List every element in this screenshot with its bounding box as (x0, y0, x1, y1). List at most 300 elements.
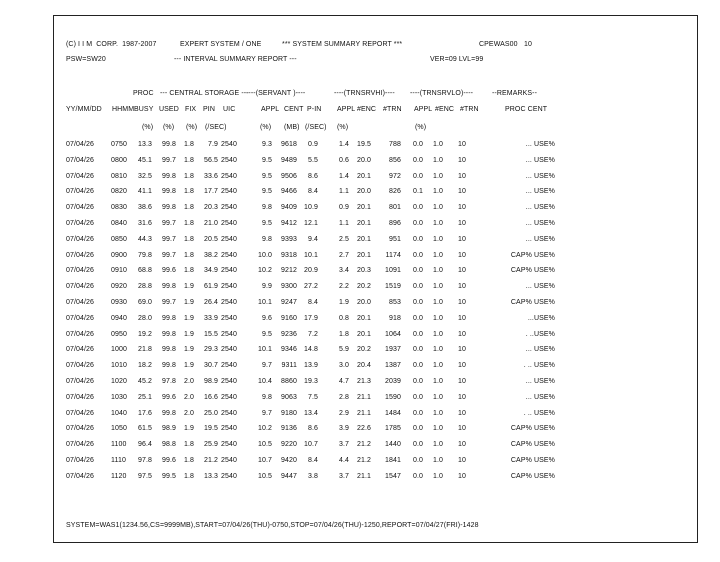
cell-uic: 2540 (221, 457, 237, 464)
cell-used: 99.7 (161, 252, 176, 259)
unit-used: (%) (163, 124, 175, 131)
cell-remarks: CAP% USE% (510, 425, 555, 432)
cell-busy: 13.3 (137, 141, 152, 148)
cell-used: 99.7 (161, 157, 176, 164)
cell-trnsrvlo-appl: 0.0 (412, 220, 423, 227)
cell-trnsrvhi-trn: 951 (389, 236, 401, 243)
cell-servant-cent: 9447 (281, 473, 297, 480)
cell-trnsrvhi-appl: 5.9 (338, 346, 349, 353)
cell-servant-pin: 13.9 (303, 362, 318, 369)
cell-servant-appl: 9.8 (261, 394, 272, 401)
cell-remarks: ... USE% (525, 220, 555, 227)
cell-hhmm: 0800 (111, 157, 127, 164)
cell-remarks: ... USE% (525, 236, 555, 243)
cell-fix: 2.0 (183, 378, 194, 385)
cell-date: 07/04/26 (66, 346, 95, 353)
cell-pin: 29.3 (203, 346, 218, 353)
cell-used: 99.8 (161, 362, 176, 369)
cell-remarks: ... USE% (525, 157, 555, 164)
cell-servant-cent: 8860 (281, 378, 297, 385)
cell-servant-appl: 10.5 (257, 441, 272, 448)
cell-fix: 1.8 (183, 473, 194, 480)
cell-uic: 2540 (221, 236, 237, 243)
cell-uic: 2540 (221, 410, 237, 417)
cell-pin: 13.3 (203, 473, 218, 480)
cell-used: 99.8 (161, 410, 176, 417)
cell-uic: 2540 (221, 441, 237, 448)
cell-servant-appl: 10.2 (257, 425, 272, 432)
cell-used: 99.6 (161, 267, 176, 274)
cell-pin: 20.5 (203, 236, 218, 243)
cell-trnsrvlo-enc: 1.0 (432, 362, 443, 369)
cell-trnsrvhi-enc: 21.3 (356, 378, 371, 385)
cell-trnsrvhi-enc: 20.1 (356, 252, 371, 259)
cell-hhmm: 0920 (111, 283, 127, 290)
cell-trnsrvlo-appl: 0.0 (412, 378, 423, 385)
cell-trnsrvlo-trn: 10 (458, 378, 466, 385)
report-subtitle: --- INTERVAL SUMMARY REPORT --- (174, 56, 297, 63)
cell-used: 99.8 (161, 331, 176, 338)
cell-trnsrvhi-appl: 3.9 (338, 425, 349, 432)
cell-trnsrvlo-trn: 10 (458, 283, 466, 290)
cell-hhmm: 0910 (111, 267, 127, 274)
cell-trnsrvhi-appl: 2.2 (338, 283, 349, 290)
cell-servant-appl: 10.0 (257, 252, 272, 259)
cell-trnsrvhi-trn: 826 (389, 188, 401, 195)
cell-trnsrvlo-appl: 0.0 (412, 315, 423, 322)
cell-servant-appl: 9.6 (261, 315, 272, 322)
cell-trnsrvhi-enc: 20.0 (356, 188, 371, 195)
cell-uic: 2540 (221, 299, 237, 306)
cell-trnsrvhi-enc: 20.1 (356, 236, 371, 243)
cell-servant-cent: 9311 (281, 362, 297, 369)
cell-servant-pin: 7.2 (307, 331, 318, 338)
cell-trnsrvlo-trn: 10 (458, 267, 466, 274)
cell-trnsrvhi-appl: 2.5 (338, 236, 349, 243)
cell-trnsrvhi-trn: 1937 (385, 346, 401, 353)
cell-servant-pin: 14.8 (303, 346, 318, 353)
cell-trnsrvlo-appl: 0.0 (412, 141, 423, 148)
cell-trnsrvlo-appl: 0.0 (412, 346, 423, 353)
cell-trnsrvhi-appl: 0.9 (338, 204, 349, 211)
cell-date: 07/04/26 (66, 141, 95, 148)
cell-trnsrvhi-trn: 2039 (385, 378, 401, 385)
unit-trnsrvhi-appl: (%) (337, 124, 349, 131)
cell-trnsrvhi-trn: 1841 (385, 457, 401, 464)
cell-date: 07/04/26 (66, 188, 95, 195)
cell-busy: 31.6 (137, 220, 152, 227)
cell-trnsrvlo-appl: 0.0 (412, 410, 423, 417)
cell-trnsrvlo-appl: 0.0 (412, 441, 423, 448)
cell-trnsrvhi-enc: 21.1 (356, 473, 371, 480)
cell-hhmm: 0810 (111, 173, 127, 180)
cell-trnsrvlo-trn: 10 (458, 141, 466, 148)
cell-trnsrvhi-enc: 20.0 (356, 157, 371, 164)
page-number: 10 (524, 41, 532, 48)
col-header-pin: PIN (203, 106, 215, 113)
cell-remarks: ... USE% (525, 346, 555, 353)
cell-trnsrvhi-enc: 20.1 (356, 173, 371, 180)
cell-servant-appl: 9.7 (261, 410, 272, 417)
cell-uic: 2540 (221, 346, 237, 353)
cell-date: 07/04/26 (66, 283, 95, 290)
cell-hhmm: 1110 (111, 457, 126, 464)
cell-pin: 21.2 (203, 457, 218, 464)
cell-busy: 69.0 (137, 299, 152, 306)
cell-busy: 25.1 (137, 394, 152, 401)
cell-trnsrvhi-appl: 2.8 (338, 394, 349, 401)
cell-trnsrvlo-trn: 10 (458, 457, 466, 464)
col-header-trnsrvhi-enc: #ENC (357, 106, 377, 113)
cell-fix: 1.8 (183, 188, 194, 195)
cell-used: 99.6 (161, 394, 176, 401)
cell-trnsrvlo-enc: 1.0 (432, 204, 443, 211)
cell-pin: 61.9 (203, 283, 218, 290)
cell-hhmm: 1120 (111, 473, 127, 480)
cell-trnsrvlo-enc: 1.0 (432, 299, 443, 306)
cell-uic: 2540 (221, 378, 237, 385)
cell-servant-pin: 17.9 (303, 315, 318, 322)
cell-hhmm: 0840 (111, 220, 127, 227)
col-header-trnsrvhi-appl: APPL (337, 106, 356, 113)
cell-uic: 2540 (221, 141, 237, 148)
cell-trnsrvlo-enc: 1.0 (432, 188, 443, 195)
cell-servant-cent: 9346 (281, 346, 297, 353)
psw: PSW=SW20 (66, 56, 106, 63)
cell-servant-pin: 9.4 (307, 236, 318, 243)
cell-busy: 41.1 (137, 188, 152, 195)
col-header-trnsrvlo-enc: #ENC (435, 106, 455, 113)
cell-fix: 1.9 (183, 346, 194, 353)
cell-pin: 20.3 (203, 204, 218, 211)
cell-servant-cent: 9236 (281, 331, 297, 338)
cell-fix: 1.8 (183, 204, 194, 211)
cell-trnsrvlo-trn: 10 (458, 473, 466, 480)
cell-uic: 2540 (221, 362, 237, 369)
cell-trnsrvhi-trn: 918 (389, 315, 401, 322)
cell-pin: 25.0 (203, 410, 218, 417)
cell-trnsrvhi-appl: 1.1 (338, 188, 349, 195)
program-id: CPEWAS00 (479, 41, 518, 48)
cell-trnsrvhi-trn: 1547 (385, 473, 401, 480)
cell-used: 99.8 (161, 173, 176, 180)
cell-fix: 1.9 (183, 315, 194, 322)
cell-used: 98.9 (161, 425, 176, 432)
cell-trnsrvlo-enc: 1.0 (432, 157, 443, 164)
cell-trnsrvlo-enc: 1.0 (432, 473, 443, 480)
cell-trnsrvlo-appl: 0.0 (412, 362, 423, 369)
cell-servant-pin: 27.2 (303, 283, 318, 290)
cell-uic: 2540 (221, 425, 237, 432)
cell-remarks: ... USE% (525, 378, 555, 385)
cell-servant-appl: 9.9 (261, 283, 272, 290)
cell-date: 07/04/26 (66, 394, 95, 401)
cell-trnsrvhi-appl: 2.7 (338, 252, 349, 259)
cell-servant-cent: 9300 (281, 283, 297, 290)
cell-trnsrvhi-enc: 20.1 (356, 331, 371, 338)
cell-hhmm: 0830 (111, 204, 127, 211)
cell-pin: 17.7 (203, 188, 218, 195)
cell-fix: 1.8 (183, 457, 194, 464)
cell-busy: 68.8 (137, 267, 152, 274)
cell-pin: 38.2 (203, 252, 218, 259)
col-header-fix: FIX (185, 106, 197, 113)
cell-remarks: ...USE% (527, 315, 555, 322)
cell-trnsrvlo-enc: 1.0 (432, 425, 443, 432)
cell-trnsrvlo-trn: 10 (458, 299, 466, 306)
cell-trnsrvlo-appl: 0.0 (412, 267, 423, 274)
cell-date: 07/04/26 (66, 157, 95, 164)
cell-trnsrvlo-enc: 1.0 (432, 141, 443, 148)
cell-fix: 1.9 (183, 283, 194, 290)
cell-trnsrvlo-trn: 10 (458, 362, 466, 369)
cell-fix: 1.8 (183, 141, 194, 148)
cell-hhmm: 1000 (111, 346, 127, 353)
cell-trnsrvlo-enc: 1.0 (432, 252, 443, 259)
cell-uic: 2540 (221, 283, 237, 290)
cell-trnsrvlo-enc: 1.0 (432, 236, 443, 243)
cell-fix: 1.8 (183, 252, 194, 259)
cell-trnsrvlo-trn: 10 (458, 252, 466, 259)
unit-servant-cent: (MB) (284, 124, 300, 131)
cell-remarks: ... USE% (525, 188, 555, 195)
cell-trnsrvhi-enc: 19.5 (356, 141, 371, 148)
cell-trnsrvlo-enc: 1.0 (432, 410, 443, 417)
cell-servant-appl: 9.5 (261, 188, 272, 195)
cell-servant-appl: 10.1 (257, 299, 272, 306)
unit-servant-pin: (/SEC) (305, 124, 327, 131)
cell-trnsrvhi-enc: 22.6 (356, 425, 371, 432)
col-header-trnsrvlo-trn: #TRN (460, 106, 479, 113)
cell-trnsrvlo-trn: 10 (458, 220, 466, 227)
cell-trnsrvlo-enc: 1.0 (432, 173, 443, 180)
cell-busy: 28.8 (137, 283, 152, 290)
cell-remarks: CAP% USE% (510, 299, 555, 306)
col-header-busy: BUSY (134, 106, 154, 113)
copyright: (C) I I M CORP. 1987-2007 (66, 41, 157, 48)
cell-trnsrvhi-trn: 1387 (385, 362, 401, 369)
cell-trnsrvhi-enc: 21.2 (356, 441, 371, 448)
cell-servant-cent: 9393 (281, 236, 297, 243)
cell-remarks: CAP% USE% (510, 267, 555, 274)
col-header-servant-appl: APPL (261, 106, 280, 113)
group-proc: PROC (133, 90, 154, 97)
unit-fix: (%) (186, 124, 198, 131)
cell-servant-pin: 10.9 (303, 204, 318, 211)
report-title: *** SYSTEM SUMMARY REPORT *** (282, 41, 403, 48)
cell-trnsrvhi-appl: 1.1 (338, 220, 349, 227)
cell-fix: 2.0 (183, 394, 194, 401)
cell-date: 07/04/26 (66, 267, 95, 274)
col-header-used: USED (159, 106, 179, 113)
cell-date: 07/04/26 (66, 252, 95, 259)
cell-trnsrvhi-trn: 1519 (385, 283, 401, 290)
cell-remarks: ... USE% (525, 394, 555, 401)
cell-trnsrvlo-trn: 10 (458, 410, 466, 417)
cell-used: 99.5 (161, 473, 176, 480)
cell-trnsrvlo-appl: 0.0 (412, 473, 423, 480)
cell-servant-pin: 8.6 (307, 425, 318, 432)
cell-trnsrvlo-trn: 10 (458, 173, 466, 180)
cell-trnsrvhi-trn: 788 (389, 141, 401, 148)
cell-date: 07/04/26 (66, 299, 95, 306)
cell-date: 07/04/26 (66, 410, 95, 417)
cell-trnsrvlo-appl: 0.0 (412, 283, 423, 290)
cell-servant-pin: 0.9 (307, 141, 318, 148)
cell-trnsrvhi-enc: 21.2 (356, 457, 371, 464)
cell-servant-appl: 9.7 (261, 362, 272, 369)
cell-hhmm: 1050 (111, 425, 127, 432)
cell-trnsrvhi-appl: 4.7 (338, 378, 349, 385)
cell-used: 99.7 (161, 236, 176, 243)
cell-pin: 21.0 (203, 220, 218, 227)
cell-servant-pin: 19.3 (303, 378, 318, 385)
cell-date: 07/04/26 (66, 425, 95, 432)
group-servant: ----(SERVANT )---- (246, 90, 306, 97)
cell-servant-cent: 9160 (281, 315, 297, 322)
cell-servant-pin: 3.8 (307, 473, 318, 480)
cell-servant-cent: 9466 (281, 188, 297, 195)
cell-used: 99.8 (161, 188, 176, 195)
cell-servant-cent: 9220 (281, 441, 297, 448)
cell-pin: 16.6 (203, 394, 218, 401)
cell-used: 99.7 (161, 299, 176, 306)
cell-servant-pin: 7.5 (307, 394, 318, 401)
cell-remarks: ... USE% (525, 141, 555, 148)
cell-servant-appl: 9.8 (261, 236, 272, 243)
unit-busy: (%) (142, 124, 154, 131)
cell-trnsrvhi-appl: 3.4 (338, 267, 349, 274)
cell-trnsrvlo-enc: 1.0 (432, 378, 443, 385)
cell-remarks: . .. USE% (523, 362, 555, 369)
cell-pin: 34.9 (203, 267, 218, 274)
cell-hhmm: 1010 (111, 362, 127, 369)
cell-busy: 17.6 (137, 410, 152, 417)
cell-uic: 2540 (221, 267, 237, 274)
cell-servant-pin: 10.7 (303, 441, 318, 448)
cell-date: 07/04/26 (66, 236, 95, 243)
cell-used: 99.6 (161, 457, 176, 464)
cell-uic: 2540 (221, 220, 237, 227)
cell-date: 07/04/26 (66, 204, 95, 211)
group-trnsrvlo: ----(TRNSRVLO)---- (410, 90, 474, 97)
cell-busy: 79.8 (137, 252, 152, 259)
cell-used: 98.8 (161, 441, 176, 448)
cell-trnsrvlo-trn: 10 (458, 236, 466, 243)
cell-servant-appl: 10.7 (257, 457, 272, 464)
cell-pin: 15.5 (203, 331, 218, 338)
cell-trnsrvhi-trn: 1590 (385, 394, 401, 401)
cell-date: 07/04/26 (66, 378, 95, 385)
cell-busy: 19.2 (137, 331, 152, 338)
cell-fix: 1.9 (183, 299, 194, 306)
cell-servant-appl: 9.5 (261, 157, 272, 164)
cell-trnsrvlo-trn: 10 (458, 394, 466, 401)
cell-trnsrvlo-enc: 1.0 (432, 220, 443, 227)
cell-busy: 38.6 (137, 204, 152, 211)
cell-servant-appl: 9.8 (261, 204, 272, 211)
cell-servant-cent: 9618 (281, 141, 297, 148)
cell-busy: 97.8 (137, 457, 152, 464)
cell-remarks: ... USE% (525, 283, 555, 290)
cell-servant-cent: 9180 (281, 410, 297, 417)
cell-servant-cent: 9409 (281, 204, 297, 211)
cell-hhmm: 0930 (111, 299, 127, 306)
cell-servant-pin: 20.9 (303, 267, 318, 274)
cell-remarks: ... USE% (525, 173, 555, 180)
cell-trnsrvlo-appl: 0.0 (412, 299, 423, 306)
cell-pin: 33.9 (203, 315, 218, 322)
cell-hhmm: 0750 (111, 141, 127, 148)
cell-hhmm: 1020 (111, 378, 127, 385)
cell-trnsrvhi-appl: 3.7 (338, 441, 349, 448)
cell-trnsrvhi-trn: 853 (389, 299, 401, 306)
cell-trnsrvlo-enc: 1.0 (432, 267, 443, 274)
cell-uic: 2540 (221, 252, 237, 259)
group-trnsrvhi: ----(TRNSRVHI)---- (334, 90, 395, 97)
cell-trnsrvhi-enc: 20.3 (356, 267, 371, 274)
cell-fix: 1.8 (183, 220, 194, 227)
cell-trnsrvhi-trn: 801 (389, 204, 401, 211)
cell-servant-pin: 12.1 (303, 220, 318, 227)
cell-trnsrvlo-appl: 0.1 (412, 188, 423, 195)
cell-trnsrvlo-enc: 1.0 (432, 394, 443, 401)
cell-trnsrvhi-appl: 1.8 (338, 331, 349, 338)
cell-fix: 1.8 (183, 267, 194, 274)
cell-trnsrvlo-enc: 1.0 (432, 457, 443, 464)
cell-uic: 2540 (221, 473, 237, 480)
cell-used: 99.8 (161, 346, 176, 353)
cell-trnsrvlo-trn: 10 (458, 315, 466, 322)
cell-trnsrvhi-trn: 972 (389, 173, 401, 180)
cell-uic: 2540 (221, 394, 237, 401)
cell-trnsrvlo-appl: 0.0 (412, 173, 423, 180)
cell-trnsrvhi-enc: 20.2 (356, 283, 371, 290)
cell-busy: 61.5 (137, 425, 152, 432)
col-header-uic: UIC (223, 106, 236, 113)
cell-fix: 1.9 (183, 331, 194, 338)
cell-date: 07/04/26 (66, 441, 95, 448)
cell-busy: 45.2 (137, 378, 152, 385)
cell-servant-pin: 8.4 (307, 457, 318, 464)
unit-trnsrvlo-appl: (%) (415, 124, 427, 131)
cell-trnsrvlo-enc: 1.0 (432, 315, 443, 322)
cell-servant-appl: 9.5 (261, 173, 272, 180)
cell-uic: 2540 (221, 157, 237, 164)
cell-uic: 2540 (221, 173, 237, 180)
cell-trnsrvlo-enc: 1.0 (432, 441, 443, 448)
cell-hhmm: 1040 (111, 410, 127, 417)
cell-servant-appl: 9.5 (261, 220, 272, 227)
cell-date: 07/04/26 (66, 457, 95, 464)
cell-trnsrvhi-enc: 20.4 (356, 362, 371, 369)
cell-remarks: . .. USE% (523, 410, 555, 417)
cell-trnsrvhi-appl: 0.6 (338, 157, 349, 164)
cell-trnsrvlo-enc: 1.0 (432, 283, 443, 290)
cell-trnsrvlo-appl: 0.0 (412, 457, 423, 464)
cell-trnsrvhi-enc: 20.1 (356, 220, 371, 227)
cell-fix: 1.8 (183, 157, 194, 164)
unit-pin: (/SEC) (205, 124, 227, 131)
col-header-trnsrvlo-appl: APPL (414, 106, 433, 113)
cell-fix: 1.8 (183, 441, 194, 448)
cell-trnsrvlo-appl: 0.0 (412, 157, 423, 164)
cell-trnsrvhi-appl: 0.8 (338, 315, 349, 322)
cell-fix: 1.8 (183, 236, 194, 243)
footer-summary: SYSTEM=WAS1(1234.56,CS=9999MB),START=07/04/26(THU)-0750,STOP=07/04/26(THU)-1250,REPORT=07/04/27(FRI)-1428 (66, 522, 479, 529)
cell-busy: 96.4 (137, 441, 152, 448)
cell-hhmm: 0900 (111, 252, 127, 259)
